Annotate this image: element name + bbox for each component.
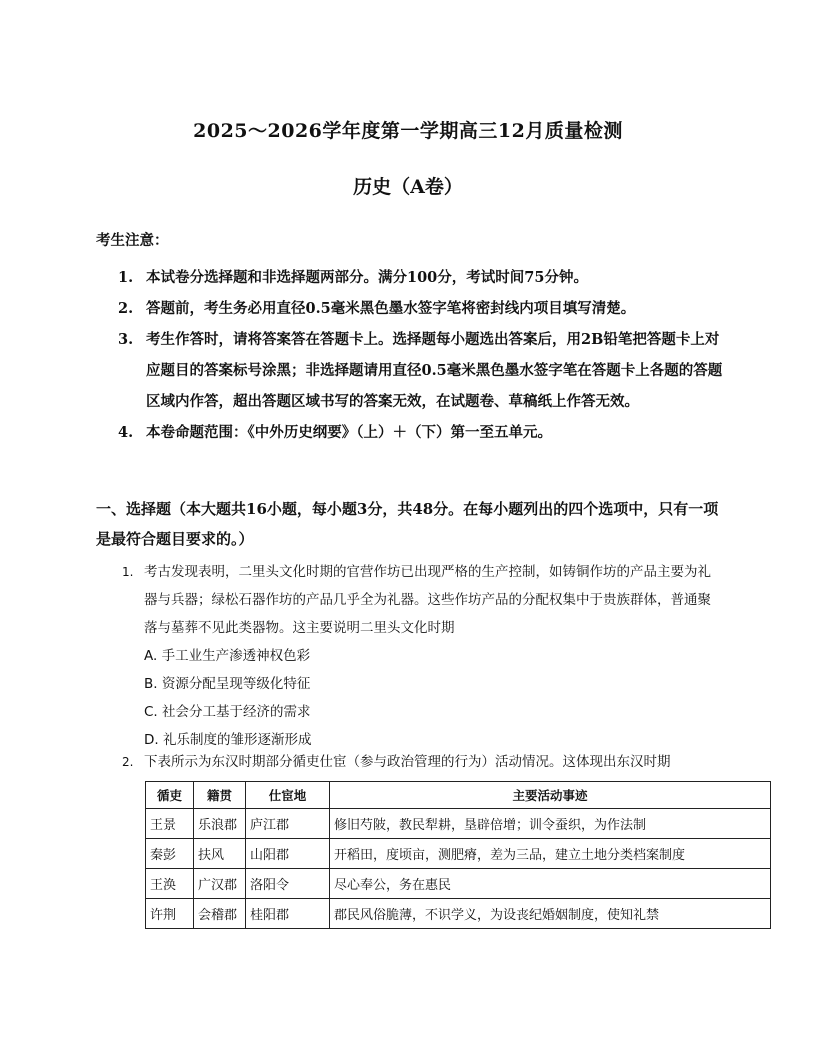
notice-list xyxy=(118,262,728,448)
table-cell: 开稻田，度顷亩，测肥瘠，差为三品，建立土地分类档案制度 xyxy=(330,839,771,869)
table-header-row xyxy=(146,782,771,809)
column-header: 仕宦地 xyxy=(246,782,330,809)
column-header: 循吏 xyxy=(146,782,194,809)
notice-item xyxy=(118,324,728,417)
notice-item-text: 本卷命题范围：《中外历史纲要》（上）＋（下）第一至五单元。 xyxy=(146,424,552,441)
table-cell: 庐江郡 xyxy=(246,809,330,839)
exam-subject: 历史（A卷） xyxy=(353,176,463,198)
notice-item xyxy=(118,417,728,448)
notice-item-number: 2. xyxy=(118,300,134,317)
notice-item xyxy=(118,293,728,324)
notice-item xyxy=(118,262,728,293)
question-1 xyxy=(122,558,722,754)
question-2 xyxy=(122,748,722,776)
table-cell: 王涣 xyxy=(146,869,194,899)
notice-item-number: 1. xyxy=(118,269,134,286)
table-row xyxy=(146,869,771,899)
option-a: A. 手工业生产渗透神权色彩 xyxy=(144,648,311,664)
question-number: 1. xyxy=(122,565,134,579)
table-row xyxy=(146,839,771,869)
table-row xyxy=(146,899,771,929)
option-d: D. 礼乐制度的雏形逐渐形成 xyxy=(144,732,312,748)
table-cell: 乐浪郡 xyxy=(194,809,246,839)
question-stem: 下表所示为东汉时期部分循吏仕宦（参与政治管理的行为）活动情况。这体现出东汉时期 xyxy=(144,754,671,770)
section-heading: 一、选择题（本大题共16小题，每小题3分，共48分。在每小题列出的四个选项中，只有一项是最符合题目要求的。） xyxy=(96,500,719,548)
table-cell: 修旧芍陂，教民犁耕，垦辟倍增；训令蚕织，为作法制 xyxy=(330,809,771,839)
table-cell: 桂阳郡 xyxy=(246,899,330,929)
column-header: 籍贯 xyxy=(194,782,246,809)
table-cell: 秦彭 xyxy=(146,839,194,869)
table-cell: 山阳郡 xyxy=(246,839,330,869)
notice-heading: 考生注意： xyxy=(96,232,169,249)
officials-table xyxy=(145,781,771,929)
table-cell: 许荆 xyxy=(146,899,194,929)
table-cell: 会稽郡 xyxy=(194,899,246,929)
column-header: 主要活动事迹 xyxy=(330,782,771,809)
table-row xyxy=(146,809,771,839)
option-c: C. 社会分工基于经济的需求 xyxy=(144,704,311,720)
question-stem: 考古发现表明，二里头文化时期的官营作坊已出现严格的生产控制，如铸铜作坊的产品主要为礼器与兵器；绿松石器作坊的产品几乎全为礼器。这些作坊产品的分配权集中于贵族群体，普通聚落与墓葬不见此类器物。这主要说明二里头文化时期 xyxy=(144,564,711,636)
table-cell: 郡民风俗脆薄，不识学义，为设丧纪婚姻制度，使知礼禁 xyxy=(330,899,771,929)
table-cell: 广汉郡 xyxy=(194,869,246,899)
notice-item-number: 4. xyxy=(118,424,134,441)
notice-item-text: 答题前，考生务必用直径0.5毫米黑色墨水签字笔将密封线内项目填写清楚。 xyxy=(146,300,636,317)
table-cell: 扶风 xyxy=(194,839,246,869)
table-cell: 王景 xyxy=(146,809,194,839)
table-cell: 洛阳令 xyxy=(246,869,330,899)
notice-item-text: 本试卷分选择题和非选择题两部分。满分100分，考试时间75分钟。 xyxy=(146,269,588,286)
table-cell: 尽心奉公，务在惠民 xyxy=(330,869,771,899)
exam-title: 2025～2026学年度第一学期高三12月质量检测 xyxy=(193,120,623,142)
notice-item-number: 3. xyxy=(118,331,134,348)
option-b: B. 资源分配呈现等级化特征 xyxy=(144,676,311,692)
question-number: 2. xyxy=(122,755,134,769)
notice-item-text: 考生作答时，请将答案答在答题卡上。选择题每小题选出答案后，用2B铅笔把答题卡上对应题目的答案标号涂黑；非选择题请用直径0.5毫米黑色墨水签字笔在答题卡上各题的答题区域内作答，超出答题区域书写的答案无效，在试题卷、草稿纸上作答无效。 xyxy=(146,331,723,410)
